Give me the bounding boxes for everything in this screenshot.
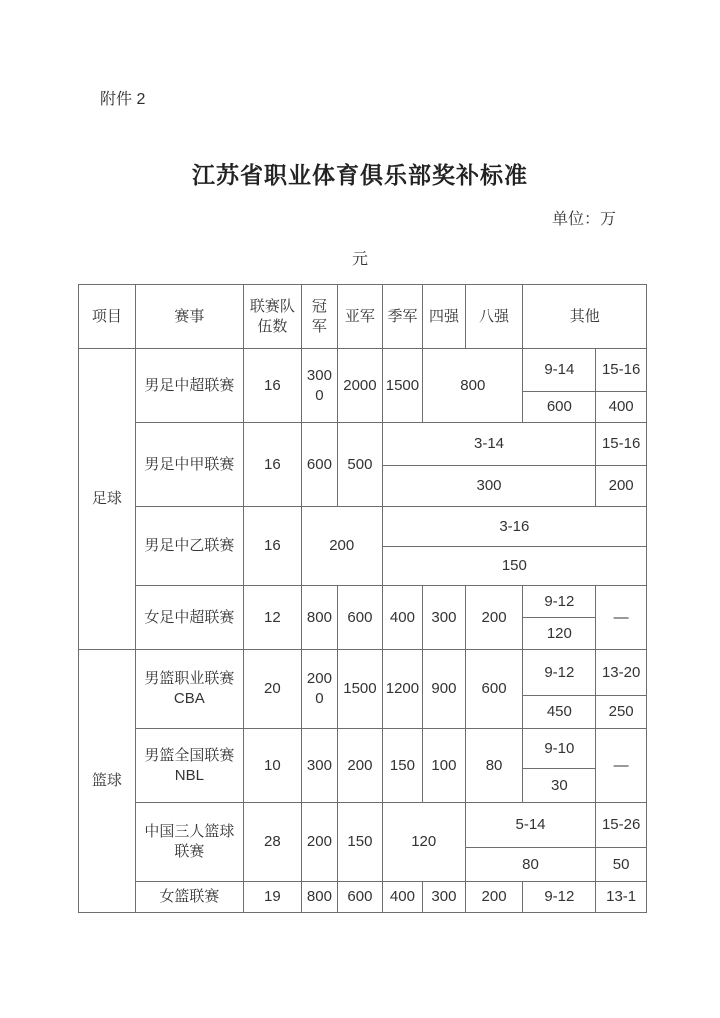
cell-3x3-top8-otherA-range: 5-14 — [465, 803, 596, 848]
cell-nbl-otherA-range: 9-10 — [523, 729, 596, 769]
table-row — [79, 507, 647, 547]
cell-3x3-third-top4: 120 — [382, 803, 465, 882]
cell-league-one-merged-range: 3-14 — [382, 423, 596, 466]
unit-label-line2: 元 — [351, 251, 368, 268]
cell-csl-otherB-range: 15-16 — [596, 349, 647, 392]
attachment-label: 附件 2 — [100, 91, 146, 108]
cell-cba-champion: 2000 — [301, 650, 337, 729]
cell-women-csl-event: 女足中超联赛 — [135, 586, 243, 650]
cell-league-one-runner-up: 500 — [338, 423, 383, 507]
table-row — [79, 586, 647, 618]
page-title: 江苏省职业体育俱乐部奖补标准 — [192, 162, 528, 188]
header-third: 季军 — [382, 285, 422, 349]
cell-wcba-runner-up: 600 — [338, 882, 383, 913]
cell-league-one-event: 男足中甲联赛 — [135, 423, 243, 507]
cell-csl-champion: 3000 — [301, 349, 337, 423]
cell-league-one-otherB-value: 200 — [596, 466, 647, 507]
cell-women-csl-otherA-value: 120 — [523, 618, 596, 650]
cell-nbl-otherA-value: 30 — [523, 769, 596, 803]
cell-league-two-teams: 16 — [244, 507, 302, 586]
cell-3x3-top8-otherA-value: 80 — [465, 848, 596, 882]
header-project: 项目 — [79, 285, 136, 349]
cell-wcba-third: 400 — [382, 882, 422, 913]
cell-wcba-otherA: 9-12 — [523, 882, 596, 913]
cell-cba-otherA-range: 9-12 — [523, 650, 596, 696]
header-champion: 冠军 — [301, 285, 337, 349]
table-header-row — [79, 285, 647, 349]
cell-3x3-otherB-range: 15-26 — [596, 803, 647, 848]
cell-women-csl-top4: 300 — [423, 586, 466, 650]
header-top8: 八强 — [465, 285, 523, 349]
cell-nbl-third: 150 — [382, 729, 422, 803]
cell-3x3-event: 中国三人篮球联赛 — [135, 803, 243, 882]
award-standards-table — [78, 284, 647, 913]
unit-label-line1: 单位：万 — [551, 211, 616, 228]
cell-women-csl-teams: 12 — [244, 586, 302, 650]
header-other: 其他 — [523, 285, 647, 349]
cell-wcba-champion: 800 — [301, 882, 337, 913]
cell-cba-third: 1200 — [382, 650, 422, 729]
cell-wcba-event: 女篮联赛 — [135, 882, 243, 913]
cell-women-csl-third: 400 — [382, 586, 422, 650]
header-event: 赛事 — [135, 285, 243, 349]
cell-nbl-teams: 10 — [244, 729, 302, 803]
cell-women-csl-otherB: — — [596, 586, 647, 650]
cell-nbl-otherB: — — [596, 729, 647, 803]
cell-league-one-otherB-range: 15-16 — [596, 423, 647, 466]
cell-league-two-event: 男足中乙联赛 — [135, 507, 243, 586]
cell-cba-top4: 900 — [423, 650, 466, 729]
cell-cba-top8: 600 — [465, 650, 523, 729]
section-basketball: 篮球 — [79, 650, 136, 913]
cell-cba-otherB-range: 13-20 — [596, 650, 647, 696]
table-row — [79, 349, 647, 392]
cell-csl-otherB-value: 400 — [596, 392, 647, 423]
cell-league-two-merged-range: 3-16 — [382, 507, 646, 547]
cell-csl-event: 男足中超联赛 — [135, 349, 243, 423]
cell-csl-runner-up: 2000 — [338, 349, 383, 423]
cell-csl-teams: 16 — [244, 349, 302, 423]
cell-csl-third: 1500 — [382, 349, 422, 423]
cell-3x3-otherB-value: 50 — [596, 848, 647, 882]
cell-cba-runner-up: 1500 — [338, 650, 383, 729]
section-football: 足球 — [79, 349, 136, 650]
cell-wcba-top8: 200 — [465, 882, 523, 913]
cell-wcba-teams: 19 — [244, 882, 302, 913]
table-row — [79, 729, 647, 769]
header-top4: 四强 — [423, 285, 466, 349]
cell-3x3-teams: 28 — [244, 803, 302, 882]
cell-wcba-top4: 300 — [423, 882, 466, 913]
table-row — [79, 882, 647, 913]
cell-cba-teams: 20 — [244, 650, 302, 729]
cell-csl-top4-top8: 800 — [423, 349, 523, 423]
table-row — [79, 423, 647, 466]
cell-league-one-teams: 16 — [244, 423, 302, 507]
cell-csl-otherA-value: 600 — [523, 392, 596, 423]
cell-wcba-otherB: 13-1 — [596, 882, 647, 913]
header-runner-up: 亚军 — [338, 285, 383, 349]
cell-women-csl-champion: 800 — [301, 586, 337, 650]
cell-nbl-event: 男篮全国联赛NBL — [135, 729, 243, 803]
table-row — [79, 650, 647, 696]
cell-nbl-runner-up: 200 — [338, 729, 383, 803]
cell-nbl-top4: 100 — [423, 729, 466, 803]
header-teams: 联赛队伍数 — [244, 285, 302, 349]
cell-3x3-runner-up: 150 — [338, 803, 383, 882]
cell-3x3-champion: 200 — [301, 803, 337, 882]
cell-cba-otherB-value: 250 — [596, 696, 647, 729]
cell-league-one-champion: 600 — [301, 423, 337, 507]
table-row — [79, 803, 647, 848]
cell-women-csl-otherA-range: 9-12 — [523, 586, 596, 618]
cell-league-two-merged-value: 150 — [382, 547, 646, 586]
cell-cba-otherA-value: 450 — [523, 696, 596, 729]
cell-women-csl-runner-up: 600 — [338, 586, 383, 650]
cell-league-two-champion-runner-up: 200 — [301, 507, 382, 586]
cell-cba-event: 男篮职业联赛CBA — [135, 650, 243, 729]
cell-csl-otherA-range: 9-14 — [523, 349, 596, 392]
cell-league-one-merged-value: 300 — [382, 466, 596, 507]
cell-nbl-champion: 300 — [301, 729, 337, 803]
cell-nbl-top8: 80 — [465, 729, 523, 803]
cell-women-csl-top8: 200 — [465, 586, 523, 650]
